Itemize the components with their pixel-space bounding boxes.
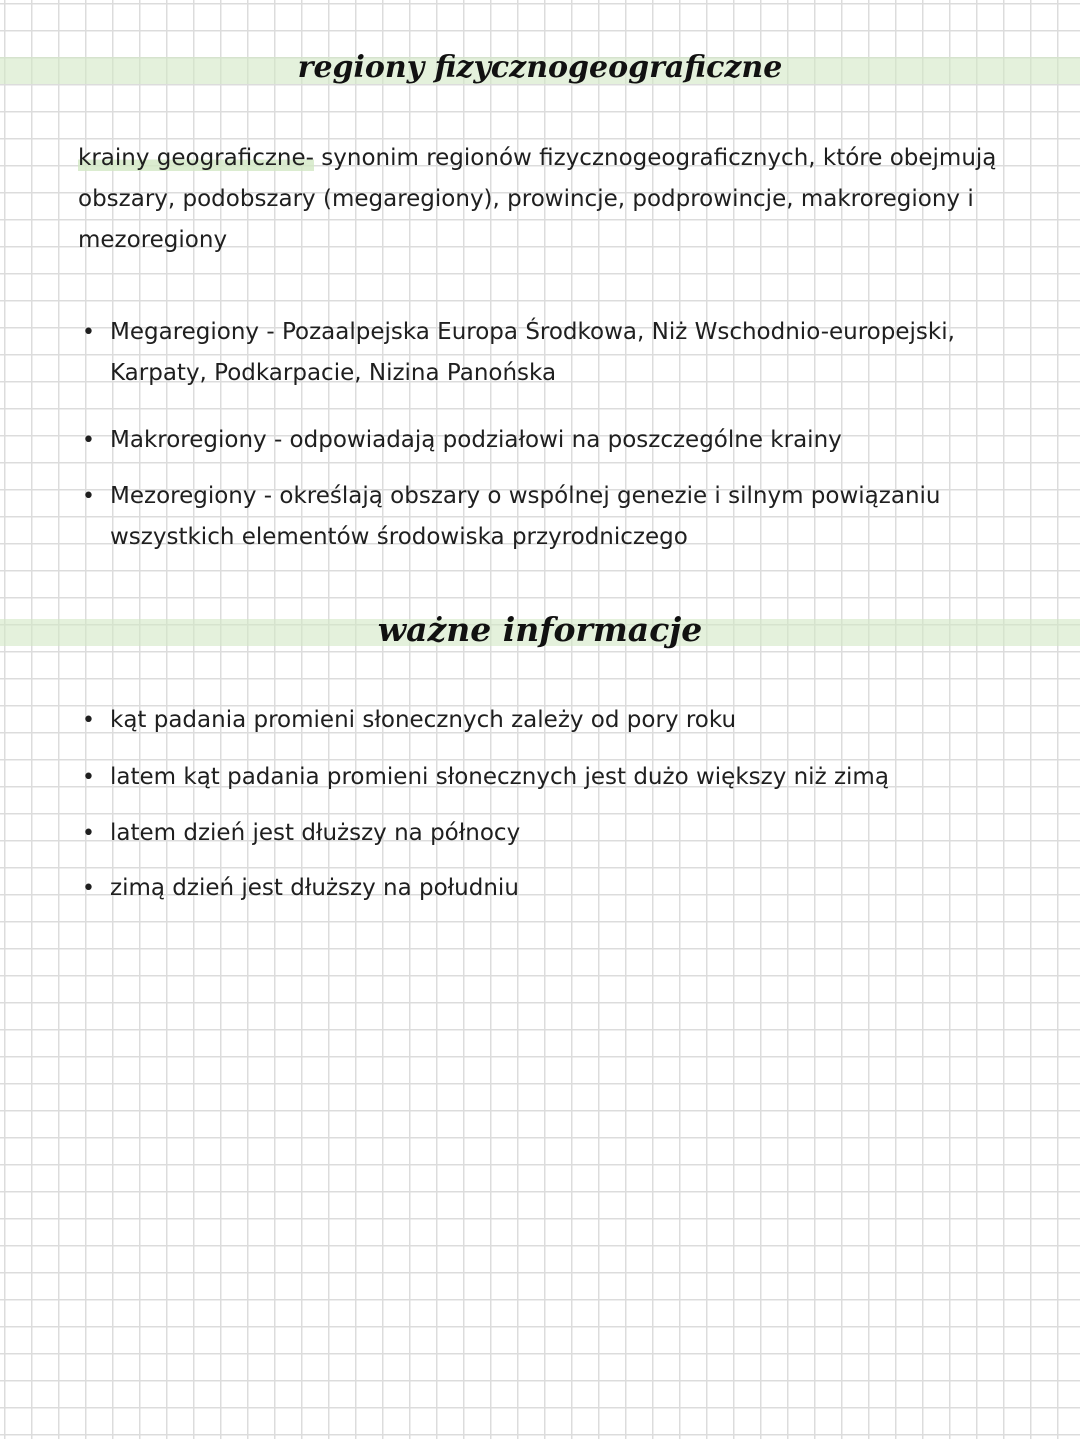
- bullet-text: Makroregiony - odpowiadają podziałowi na poszczególne krainy: [110, 427, 842, 453]
- bullet-icon: •: [82, 876, 95, 901]
- bullet-icon: •: [82, 821, 95, 846]
- bullet-text: kąt padania promieni słonecznych zależy od pory roku: [110, 707, 737, 733]
- list-item: [78, 700, 1038, 741]
- bullet-icon: •: [82, 765, 95, 790]
- bullet-icon: •: [82, 484, 95, 509]
- list-item: [78, 757, 1038, 798]
- bullet-text: latem dzień jest dłuższy na północy: [110, 820, 521, 846]
- bullet-text: latem kąt padania promieni słonecznych jest dużo większy niż zimą: [110, 764, 889, 790]
- section-heading-regiony: regiony fizycznogeograficzne: [297, 50, 783, 85]
- intro-term: krainy geograficzne-: [78, 145, 314, 171]
- list-item: [78, 813, 1038, 854]
- bullet-icon: •: [82, 708, 95, 733]
- list-item: [78, 476, 1038, 558]
- list-item: [78, 868, 1038, 909]
- intro-text: synonim regionów fizycznogeograficznych, które obejmują obszary, podobszary (megaregiony), prowincje, podprowincje, makroregiony i mezoregiony: [78, 145, 997, 253]
- bullet-text: Mezoregiony - określają obszary o wspólnej genezie i silnym powiązaniu wszystkich elementów środowiska przyrodniczego: [110, 483, 941, 550]
- list-item: [78, 312, 1038, 394]
- bullet-text: zimą dzień jest dłuższy na południu: [110, 875, 519, 901]
- bullet-text: Megaregiony - Pozaalpejska Europa Środkowa, Niż Wschodnio-europejski, Karpaty, Podkarpacie, Nizina Panońska: [110, 319, 955, 386]
- section-heading-wazne: ważne informacje: [377, 610, 703, 649]
- intro-paragraph: [78, 138, 998, 261]
- bullet-icon: •: [82, 428, 95, 453]
- bullet-icon: •: [82, 320, 95, 345]
- list-item: [78, 420, 1038, 461]
